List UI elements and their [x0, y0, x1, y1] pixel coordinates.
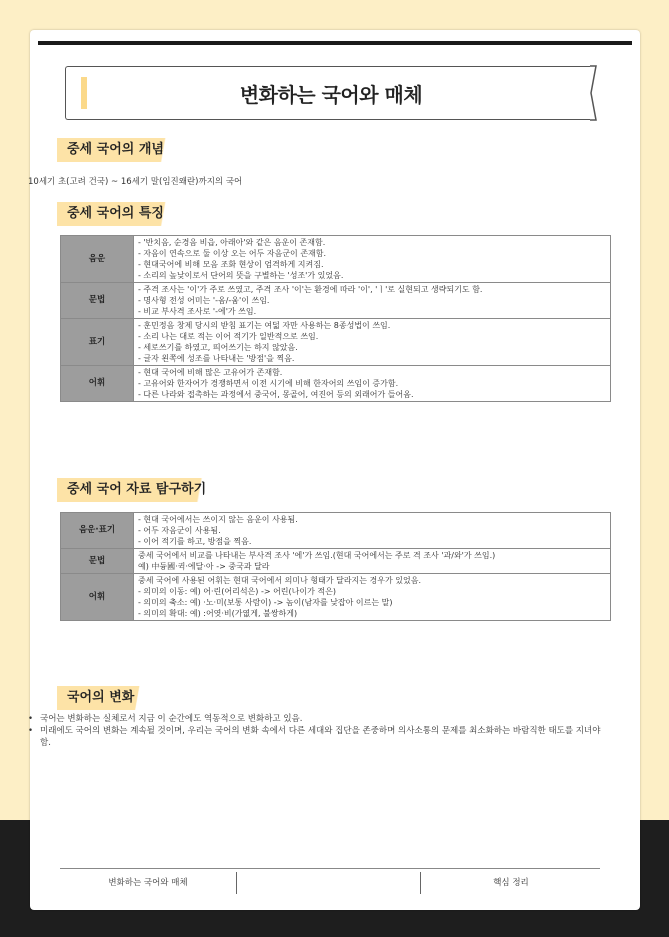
table-row: [61, 283, 611, 319]
row-content: [134, 366, 611, 402]
bullet-icon: •: [28, 726, 34, 736]
row-content: [134, 549, 611, 574]
row-label: 어휘: [61, 366, 134, 402]
features-table: [60, 235, 611, 402]
table-row: [61, 549, 611, 574]
row-label: 음운: [61, 236, 134, 283]
row-content: [134, 283, 611, 319]
table-row: [61, 236, 611, 283]
content-line: - 세로쓰기를 하였고, 띄어쓰기는 하지 않았음.: [138, 343, 298, 352]
row-content: [134, 513, 611, 549]
content-line: - 어두 자음군이 사용됨.: [138, 526, 221, 535]
document-page: [30, 30, 640, 910]
content-line: - 의미의 이동: 예) 어·린(어리석은) -> 어린(나이가 적은): [138, 587, 336, 596]
content-line: - 의미의 축소: 예) ·노·미(보통 사람이) -> 놈이(남자를 낮잡아 이르는 말): [138, 598, 393, 607]
footer-divider: [236, 872, 237, 894]
content-line: - '반치음, 순경음 비읍, 아래아'와 같은 음운이 존재함.: [138, 238, 326, 247]
footer-rule: [60, 868, 600, 869]
content-line: - 비교 부사격 조사로 '-에'가 쓰임.: [138, 307, 257, 316]
content-line: - 현대 국어에 비해 많은 고유어가 존재함.: [138, 368, 283, 377]
content-line: 중세 국어에 사용된 어휘는 현대 국어에서 의미나 형태가 달라지는 경우가 있었음.: [138, 576, 421, 585]
content-line: - 이어 적기를 하고, 방점을 찍음.: [138, 537, 252, 546]
table-row: [61, 366, 611, 402]
content-line: - 글자 왼쪽에 성조를 나타내는 '방점'을 찍음.: [138, 354, 295, 363]
footer-right-label: 핵심 정리: [493, 878, 529, 888]
list-item: • 미래에도 국어의 변화는 계속될 것이며, 우리는 국어의 변화 속에서 다른 세대와 집단을 존중하며 의사소통의 문제를 최소화하는 바람직한 태도를 지녀야 함.: [28, 726, 601, 748]
table-row: [61, 319, 611, 366]
concept-text: 10세기 초(고려 건국) ~ 16세기 말(임진왜란)까지의 국어: [28, 177, 243, 187]
section-heading-explore: 중세 국어 자료 탐구하기: [57, 478, 220, 502]
content-line: 예) 中듕國·귁·에달·아 -> 중국과 달라: [138, 562, 270, 571]
explore-table: [60, 512, 611, 621]
content-line: - 주격 조사는 '이'가 주로 쓰였고, 주격 조사 '이'는 환경에 따라 '이', 'ㅣ'로 실현되고 생략되기도 함.: [138, 285, 483, 294]
title-box: [65, 66, 596, 120]
table-row: [61, 574, 611, 621]
row-label: 표기: [61, 319, 134, 366]
section-heading-features: 중세 국어의 특징: [57, 202, 178, 226]
list-item: • 국어는 변화하는 실체로서 지금 이 순간에도 역동적으로 변화하고 있음.: [28, 714, 303, 724]
row-label: 문법: [61, 549, 134, 574]
content-line: - 고유어와 한자어가 경쟁하면서 이전 시기에 비해 한자어의 쓰임이 증가함.: [138, 379, 399, 388]
row-label: 문법: [61, 283, 134, 319]
table-row: [61, 513, 611, 549]
section-heading-change: 국어의 변화: [57, 686, 148, 710]
section-heading-concept: 중세 국어의 개념: [57, 138, 178, 162]
row-content: [134, 236, 611, 283]
content-line: - 소리 나는 대로 적는 이어 적기가 일반적으로 쓰임.: [138, 332, 319, 341]
content-line: - 훈민정음 창제 당시의 받침 표기는 여덟 자만 사용하는 8종성법이 쓰임.: [138, 321, 391, 330]
content-line: 중세 국어에서 비교를 나타내는 부사격 조사 '에'가 쓰임.(현대 국어에서는 주로 격 조사 '과/와'가 쓰임.): [138, 551, 496, 560]
footer-left-label: 변화하는 국어와 매체: [108, 878, 188, 888]
content-line: - 현대국어에 비해 모음 조화 현상이 엄격하게 지켜짐.: [138, 260, 324, 269]
top-rule: [38, 41, 632, 45]
content-line: - 다른 나라와 접촉하는 과정에서 중국어, 몽골어, 여진어 등의 외래어가 들어옴.: [138, 390, 414, 399]
content-line: - 의미의 확대: 예) :어엿·비(가엾게, 불쌍하게): [138, 609, 298, 618]
content-line: - 자음이 연속으로 둘 이상 오는 어두 자음군이 존재함.: [138, 249, 327, 258]
row-label: 음운·표기: [61, 513, 134, 549]
change-bullet-list: [28, 713, 603, 749]
content-line: - 소리의 높낮이로서 단어의 뜻을 구별하는 '성조'가 있었음.: [138, 271, 344, 280]
page-title: 변화하는 국어와 매체: [239, 83, 423, 107]
row-content: [134, 319, 611, 366]
row-content: [134, 574, 611, 621]
content-line: - 현대 국어에서는 쓰이지 않는 음운이 사용됨.: [138, 515, 298, 524]
bullet-icon: •: [28, 714, 34, 724]
row-label: 어휘: [61, 574, 134, 621]
title-notch-shape: [590, 64, 610, 122]
content-line: - 명사형 전성 어미는 '-옴/-움'이 쓰임.: [138, 296, 270, 305]
